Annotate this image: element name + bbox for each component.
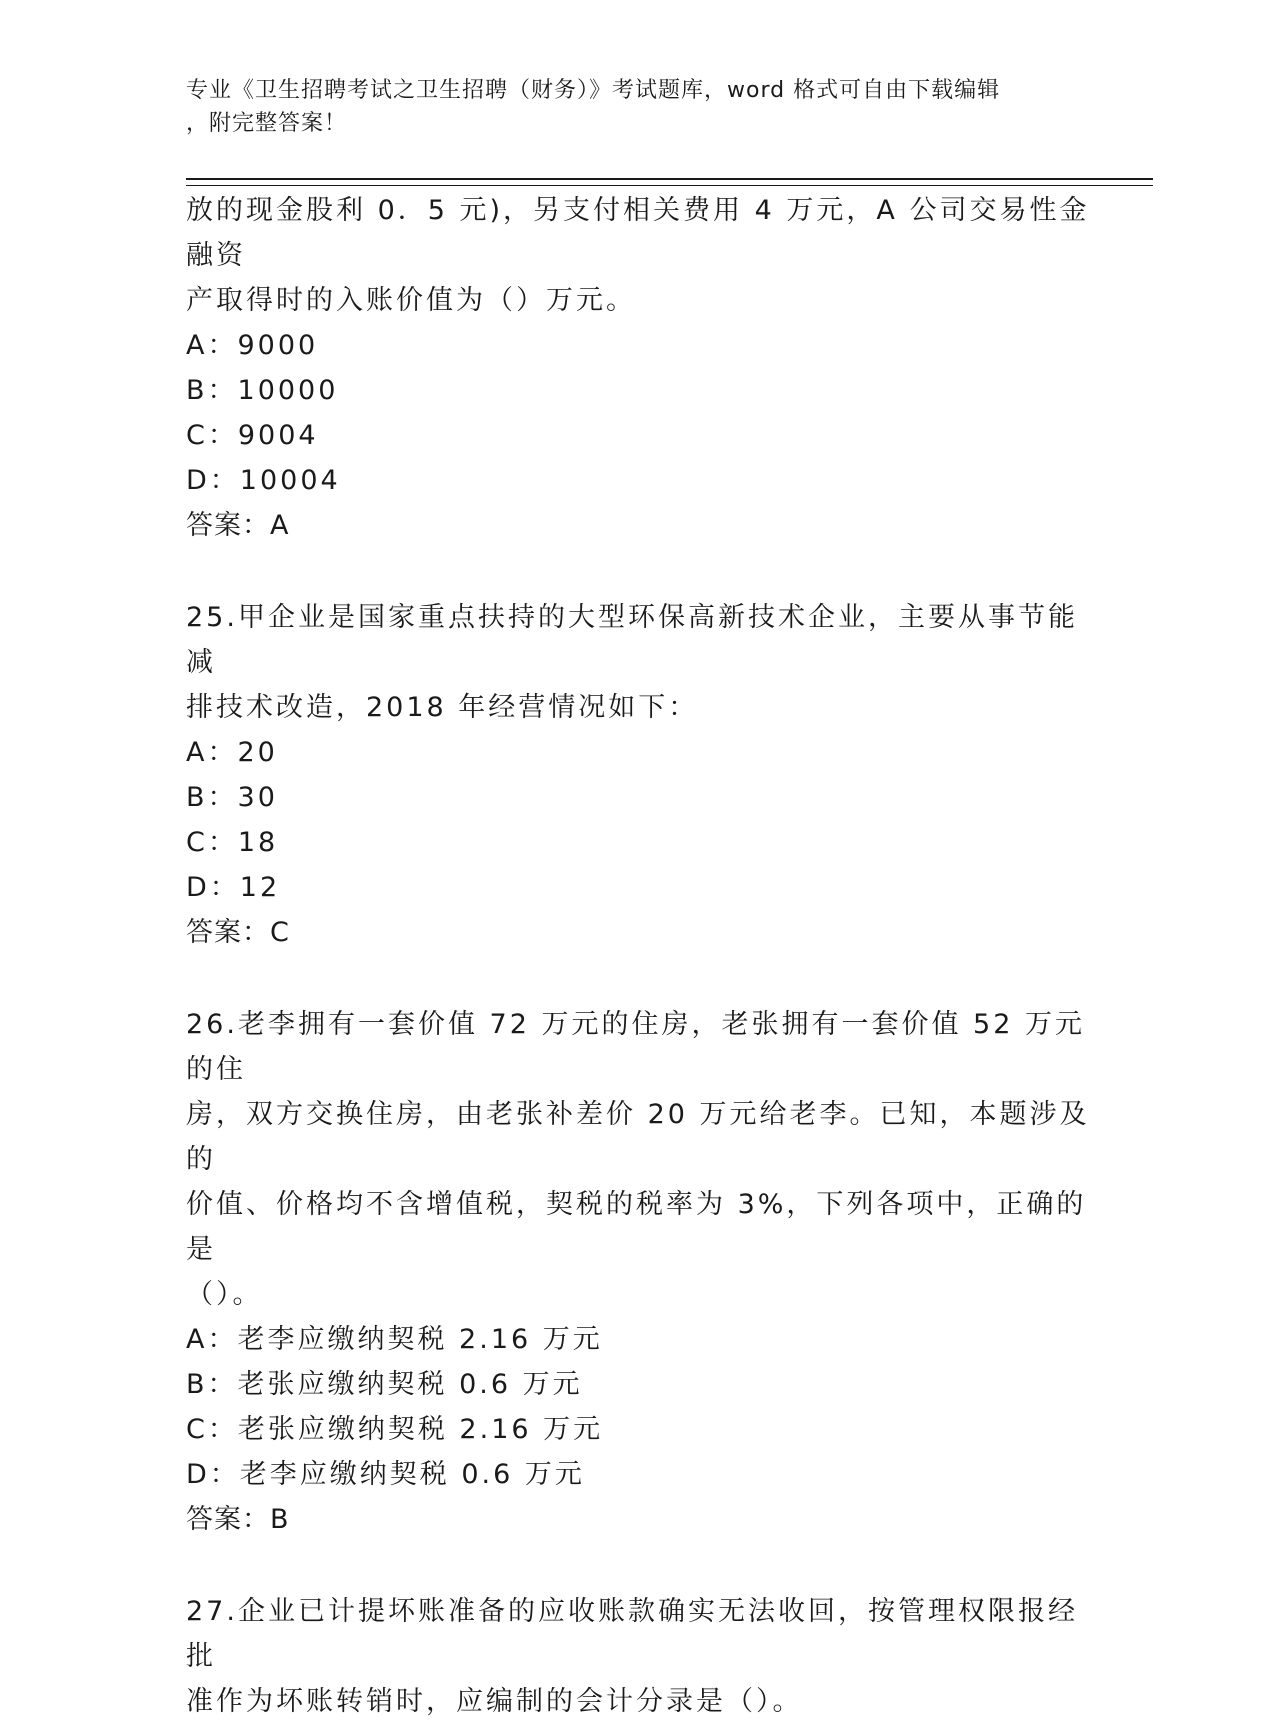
option-d: D：老李应缴纳契税 0.6 万元 xyxy=(186,1459,585,1490)
question-stem-line: 价值、价格均不含增值税，契税的税率为 3%，下列各项中，正确的是 xyxy=(186,1189,1087,1265)
option-c: C：老张应缴纳契税 2.16 万元 xyxy=(186,1414,604,1445)
question-stem-line: 26.老李拥有一套价值 72 万元的住房，老张拥有一套价值 52 万元的住 xyxy=(186,1009,1085,1085)
option-a: A：老李应缴纳契税 2.16 万元 xyxy=(186,1324,603,1355)
question-stem-line: 准作为坏账转销时，应编制的会计分录是（）。 xyxy=(186,1686,803,1717)
answer: 答案：A xyxy=(186,510,290,541)
option-c: C：9004 xyxy=(186,420,319,451)
question-stem-line: 27.企业已计提坏账准备的应收账款确实无法收回，按管理权限报经批 xyxy=(186,1596,1078,1672)
question-stem-line: 放的现金股利 0．5 元)，另支付相关费用 4 万元，A 公司交易性金融资 xyxy=(186,195,1090,271)
question-stem-line: 排技术改造，2018 年经营情况如下： xyxy=(186,692,699,723)
header-divider-thin xyxy=(186,185,1153,186)
header-divider-thick xyxy=(186,178,1153,180)
spacer xyxy=(186,1543,1096,1589)
answer: 答案：B xyxy=(186,1504,290,1535)
option-b: B：30 xyxy=(186,782,278,813)
option-d: D：12 xyxy=(186,872,281,903)
header-line-1: 专业《卫生招聘考试之卫生招聘（财务）》考试题库，word 格式可自由下载编辑 xyxy=(186,78,1001,103)
question-stem-line: 25.甲企业是国家重点扶持的大型环保高新技术企业，主要从事节能减 xyxy=(186,602,1078,678)
option-b: B：10000 xyxy=(186,375,339,406)
header-line-2: ，附完整答案！ xyxy=(186,111,348,136)
question-24 xyxy=(186,188,1096,549)
document-header xyxy=(186,74,1086,140)
option-b: B：老张应缴纳契税 0.6 万元 xyxy=(186,1369,583,1400)
spacer xyxy=(186,956,1096,1002)
option-d: D：10004 xyxy=(186,465,341,496)
question-list xyxy=(186,188,1096,1724)
option-a: A：9000 xyxy=(186,330,319,361)
answer: 答案：C xyxy=(186,917,290,948)
question-26 xyxy=(186,1002,1096,1543)
question-stem-line: 产取得时的入账价值为（）万元。 xyxy=(186,285,636,316)
spacer xyxy=(186,549,1096,595)
option-a: A：20 xyxy=(186,737,278,768)
option-c: C：18 xyxy=(186,827,279,858)
question-stem-line: （）。 xyxy=(186,1279,263,1310)
question-27 xyxy=(186,1589,1096,1724)
question-stem-line: 房，双方交换住房，由老张补差价 20 万元给老李。已知，本题涉及的 xyxy=(186,1099,1090,1175)
question-25 xyxy=(186,595,1096,956)
